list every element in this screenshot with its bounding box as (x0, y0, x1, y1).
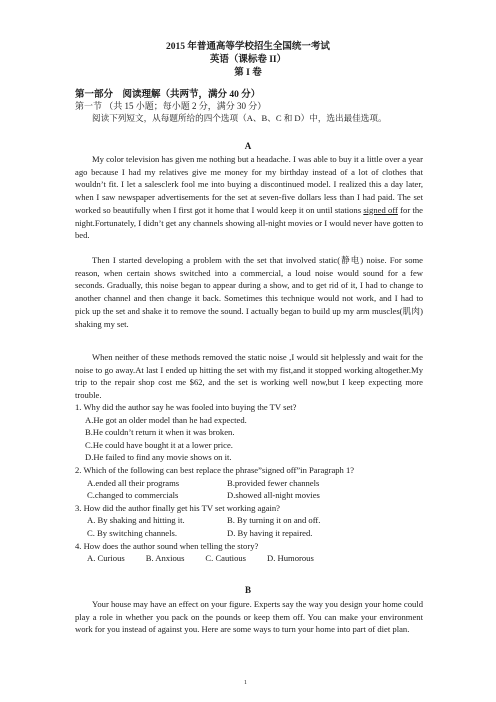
section-instructions: 阅读下列短文，从每题所给的四个选项（A、B、C 和 D）中，选出最佳选项。 (92, 113, 387, 123)
option-1c: C.He could have bought it at a lower price. (85, 439, 233, 450)
option-1d: D.He failed to find any movie shows on it. (85, 452, 232, 463)
option-4d: D. Humorous (267, 553, 314, 564)
option-row (75, 527, 435, 540)
option-row (75, 477, 435, 490)
section-title: 第一部分 阅读理解（共两节，满分 40 分） (75, 90, 261, 100)
exam-title: 2015 年普通高等学校招生全国统一考试 (166, 42, 330, 52)
paragraph-text: My color television has given me nothing but a headache. I was able to buy it a little over a year ago because I had my relatives give me money for my birthday instead of a lot of clothes that wouldn’t fit. I let a salesclerk fool me into buying a discontinued model. I realized this a day later, when I saw newspaper advertisements for the set at seven-five dollars less than I had paid. The set worked so beautifully when I first got it home that I would keep it on until stations (75, 154, 423, 215)
option-row (75, 552, 435, 565)
exam-volume: 第 I 卷 (234, 68, 262, 78)
passage-a-paragraph-2: Then I started developing a problem with the set that involved static(静电) noise. For some reason, when certain shows switched into a commercial, a loud noise would sound for a few seconds. Gradually, this noise began to appear during a show, and to get rid of it, I had to change to another channel and then change it back. Sometimes this technique would not work, and I had to pick up the set and shake it to remove the sound. I actually began to build up my arm muscles(肌肉) shaking my set. (75, 255, 423, 329)
option-3b: B. By turning it on and off. (227, 515, 321, 526)
passage-a-label: A (244, 141, 252, 151)
option-1b: B.He couldn’t return it when it was broken. (85, 427, 235, 438)
option-row (75, 514, 435, 527)
page-number: 1 (244, 680, 247, 686)
option-2b: B.provided fewer channels (227, 477, 320, 488)
option-4a: A. Curious (87, 553, 125, 564)
section-subtitle: 第一节 （共 15 小题；每小题 2 分，满分 30 分） (75, 101, 267, 111)
option-4c: C. Cautious (205, 553, 247, 564)
option-3c: C. By switching channels. (87, 527, 177, 538)
exam-subject: 英语（课标卷 II） (209, 55, 287, 65)
passage-a-paragraph-1 (75, 153, 423, 242)
passage-b-label: B (244, 585, 251, 595)
option-2a: A.ended all their programs (87, 477, 180, 488)
option-3d: D. By having it repaired. (227, 527, 313, 538)
question-list (75, 401, 435, 565)
option-2c: C.changed to commercials (87, 490, 179, 501)
option-4b: B. Anxious (145, 553, 185, 564)
option-2d: D.showed all-night movies (227, 490, 320, 501)
question-1: 1. Why did the author say he was fooled into buying the TV set? (75, 402, 297, 412)
passage-b-paragraph-1: Your house may have an effect on your figure. Experts say the way you design your home could play a role in whether you pack on the pounds or keep them off. You can make your environment work for you instead of against you. Here are some ways to turn your home into part of diet plan. (75, 599, 423, 635)
option-1a: A.He got an older model than he had expected. (85, 414, 247, 425)
option-row (75, 489, 435, 502)
underlined-phrase: signed off (363, 204, 398, 215)
question-4: 4. How does the author sound when telling the story? (75, 540, 259, 551)
passage-a-paragraph-3: When neither of these methods removed the static noise ,I would sit helplessly and wait for the noise to go away.At last I ended up hitting the set with my fist,and it stopped working altogether.My trip to the repair shop cost me $62, and the set is working well now,but I keep expecting more trouble. (75, 352, 423, 401)
option-3a: A. By shaking and hitting it. (87, 515, 185, 526)
question-3: 3. How did the author finally get his TV set working again? (75, 502, 280, 513)
question-2: 2. Which of the following can best replace the phrase”signed off”in Paragraph 1? (75, 464, 355, 475)
paragraph-text: for the night.Fortunately, I didn’t get any channels showing all-night movies or I would never have gotten to bed. (75, 204, 423, 241)
